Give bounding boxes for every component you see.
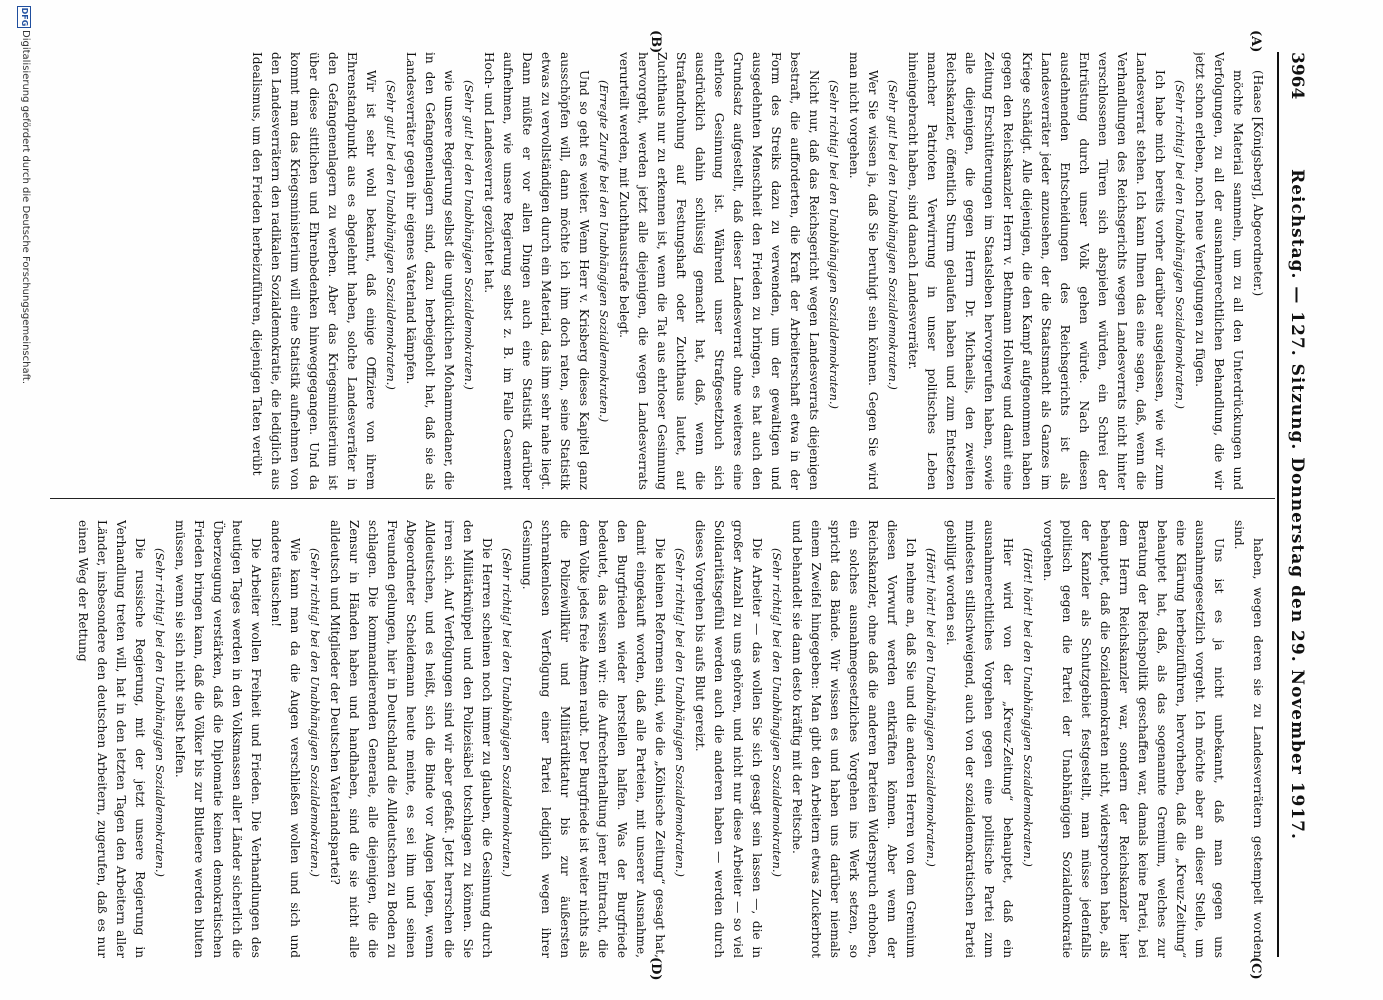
interjection: (Sehr richtig! bei den Unabhängigen Sozialdemokraten.)	[500, 548, 514, 877]
paragraph: Die Arbeiter wollen Freiheit und Frieden. Die Verhandlungen des heutigen Tages werden in den Volksmassen aller Länder sicherlich die Überzeugung verstärken, daß die Diplomatie keinen demokratischen Frieden bringen kann, daß die Völker bis zur Blutleere werden bluten müssen, wenn sie sich nicht selbst helfen.	[173, 520, 263, 958]
paragraph: Ich habe mich bereits vorher darüber ausgelassen, wie wir zum Landesverrat stehen. Ich kann Ihnen das eine sagen, daß, wenn die Verhandlungen des Reichsgerichts wegen Landesverrats nicht hinter verschlossenen Türen sich abspielen würden, ein Schrei der Entrüstung durch unser Volk gehen würde. Nach diesen ausdehnenden Entscheidungen des Reichsgerichts ist als Landesverräter jeder anzusehen, der die Staatsmacht als Ganzes im Kriege schädigt. Alle diejenigen, die den Kampf aufgenommen haben gegen den Reichskanzler Herrn v. Bethmann Hollweg und damit eine Zeitung Erschütterungen im Staatsleben hervorgerufen haben, sowie alle diejenigen, die gegen Herrn Dr. Michaelis, den zweiten Reichskanzler, öffentlich Sturm gelaufen haben und zum Entsetzen mancher Patrioten Verwirrung in unser politisches Leben hineingebracht haben, sind danach Landesverräter.	[906, 52, 1167, 490]
paragraph: Ich nehme an, daß Sie und die anderen Herren von dem Gremium diesen Vorwurf werden entkräften können. Aber wenn der Reichskanzler, ohne daß die anderen Parteien Widerspruch erhoben, ein solches ausnahmegesetzliches Vorgehen ins Werk setzen, so spricht das Bände. Wir wissen es und haben uns darüber niemals einem Zweifel hingegeben: Man gibt den Arbeitern etwas Zuckerbrot und behandelt sie dann desto kräftig mit der Peitsche.	[790, 520, 918, 958]
paragraph: Die Arbeiter — das wollen Sie sich gesagt sein lassen —, die in großer Anzahl zu uns gehören, und nicht nur diese Arbeiter — so viel Solidaritätsgefühl werden auch die anderen haben — werden durch dieses Vorgehen bis aufs Blut gereizt.	[693, 520, 764, 958]
right-column	[57, 520, 1267, 958]
margin-marker-d: (D)	[648, 957, 663, 981]
paragraph: Die Herren scheinen noch immer zu glauben, die Gesinnung durch den Militärknüppel und den Polizeisäbel totschlagen zu können. Sie irren sich. Auf Verfolgungen sind wir aber gefaßt. Jetzt herrschen die Alldeutschen, und es heißt, sich die Binde vor Augen legen, wenn Abgeordneter Scheidemann heute meinte, es sei ihm und seinen Freunden gelungen, hier in Deutschland die Alldeutschen zu Boden zu schlagen. Die kommandierenden Generale, alle diejenigen, die die Zensur in Händen haben und handhaben, sind die sie nicht alle alldeutsch und Mitglieder der Deutschen Vaterlandspartei?	[328, 520, 494, 958]
interjection: (Erregte Zurufe bei den Unabhängigen Sozialdemokraten.)	[597, 80, 611, 423]
interjection: (Sehr richtig! bei den Unabhängigen Sozialdemokraten.)	[770, 548, 784, 877]
paragraph: möchte Material sammeln, um zu all den Unterdrückungen und Verfolgungen, zu all der ausnahmerechtlichen Behandlung, die wir jetzt schon erleben, noch neue Verfolgungen zu fügen.	[1193, 52, 1245, 490]
page-title: Reichstag. — 127. Sitzung. Donnerstag den 29. November 1917.	[1287, 169, 1307, 840]
interjection: (Sehr gut! bei den Unabhängigen Sozialdemokraten.)	[886, 80, 900, 390]
interjection: (Sehr richtig! bei den Unabhängigen Sozialdemokraten.)	[153, 548, 167, 877]
paragraph: Die russische Regierung, mit der jetzt unsere Regierung in Verhandlung treten will, hat in den letzten Tagen den Arbeitern aller Länder, insbesondere den deutschen Arbeitern, zugerufen, daß es nur einen Weg der Rettung	[76, 520, 147, 958]
interjection: (Sehr gut! bei den Unabhängigen Sozialdemokraten.)	[462, 80, 476, 390]
page-header	[1277, 52, 1313, 957]
margin-marker-b: (B)	[648, 30, 663, 54]
margin-marker-c: (C)	[1248, 957, 1263, 980]
paragraph: Wir ist sehr wohl bekannt, daß einige Offiziere von ihrem Ehrenstandpunkt aus es abgelehnt haben, solche Landesverräter in den Gefangenenlagern zu werben. Aber das Kriegsministerium ist über diese sittlichen und Ehrenbedenken hinweggegangen. Und da kommt man das Kriegsministerium will eine Statistik aufnehmen von den Landesverrätern den radikalen Sozialdemokratie, die lediglich aus Idealismus, um den Frieden herbeizuführen, diejenigen Taten verübt	[250, 52, 378, 490]
left-column	[57, 52, 1267, 490]
funding-note: Digitalisierung gefördert durch die Deutsche Forschungsgemeinschaft.	[20, 30, 31, 385]
paragraph: Wer Sie wissen ja, daß Sie beruhigt sein können. Gegen Sie wird man nicht vorgehen.	[847, 52, 880, 490]
paragraph: Hier wird von der „Kreuz-Zeitung“ behauptet, daß ein ausnahmerechtliches Vorgehen gegen eine politische Partei zum mindesten stillschweigend, auch von der sozialdemokratischen Partei gebilligt worden sei.	[944, 520, 1015, 958]
page-number: 3964	[1287, 52, 1307, 100]
paragraph: haben, wegen deren sie zu Landesverrätern gestempelt worden sind.	[1232, 520, 1265, 958]
interjection: (Sehr richtig! bei den Unabhängigen Sozialdemokraten.)	[827, 80, 841, 409]
dfg-logo: DFG	[17, 6, 31, 28]
speaker-line: (Haase [Königsberg], Abgeordneter.)	[1251, 70, 1265, 297]
interjection: (Hört! hört! bei den Unabhängigen Sozialdemokraten.)	[1021, 548, 1035, 867]
paragraph: Uns ist es ja nicht unbekannt, daß man gegen uns ausnahmegesetzlich vorgeht. Ich möchte aber an dieser Stelle, um eine Klärung herbeizuführen, hervorheben, daß die „Kreuz-Zeitung“ behauptet hat, daß, als das sogenannte Gremium, welches zur Beratung der Reichspolitik geschaffen war, damals keine Partei, bei dem Herrn Reichskanzler war, sondern der Reichskanzler hier behauptet, daß die Sozialdemokraten nicht, widersprochen habe, als der Kanzler als Schutzgebiet festgestellt, man müsse jedenfalls politisch gegen die Partei der Unabhängigen Sozialdemokratie vorgehen.	[1041, 520, 1226, 958]
paragraph: wie unsere Regierung selbst die unglücklichen Mohammedaner, die in den Gefangenenlagern sind, dazu herbeigeholt hat, daß sie als Landesverräter gegen ihr eigenes Vaterland kämpfen.	[404, 52, 456, 490]
paragraph: Wie kann man da die Augen verschließen wollen und sich und andere täuschen!	[269, 520, 302, 958]
interjection: (Hört! hört! bei den Unabhängigen Sozialdemokraten.)	[924, 548, 938, 867]
column-divider	[50, 498, 1275, 499]
paragraph: Die kleinen Reformen sind, wie die „Kölnische Zeitung“ gesagt hat, damit eingekauft worden, daß alle Parteien, mit unserer Ausnahme, den Burgfrieden wieder herstellen halfen. Was der Burgfriede bedeutet, das wissen wir: die Aufrechterhaltung jener Eintracht, die dem Volke jedes freie Atmen raubt. Der Burgfriede ist weiter nichts als die Polizeiwillkür und Militärdiktatur bis zur äußersten schrankenlosen Verfolgung einer Partei lediglich wegen ihrer Gesinnung.	[520, 520, 667, 958]
paragraph: Und so geht es weiter. Wenn Herr v. Krisberg dieses Kapitel ganz ausschöpfen will, dann möchte ich ihm doch raten, seine Statistik etwas zu vervollständigen durch ein Material, das ihm sehr nahe liegt. Dann müßte er vor allen Dingen auch eine Statistik darüber aufnehmen, wie unsere Regierung selbst z. B. im Falle Casement Hoch- und Landesverrat gezüchtet hat.	[482, 52, 591, 490]
interjection: (Sehr richtig! bei den Unabhängigen Sozialdemokraten.)	[673, 548, 687, 877]
interjection: (Sehr richtig! bei den Unabhängigen Sozialdemokraten.)	[308, 548, 322, 877]
interjection: (Sehr gut! bei den Unabhängigen Sozialdemokraten.)	[384, 80, 398, 390]
interjection: (Sehr richtig! bei den Unabhängigen Sozialdemokraten.)	[1173, 80, 1187, 409]
paragraph: Nicht nur, daß das Reichsgericht wegen Landesverrats diejenigen bestraft, die aufforderten, die Kraft der Arbeiterschaft etwa in der Form des Streiks dazu zu verwenden, um der gewaltigen und ausgedehnten Menschheit den Frieden zu bringen, es hat auch den Grundsatz aufgestellt, daß dieser Landesverrat ohne weiteres eine ehrlose Gesinnung ist. Während unser Strafgesetzbuch sich ausdrücklich dahin schlüssig gemacht hat, daß, wenn die Strafandrohung auf Festungshaft oder Zuchthaus lautet, auf Zuchthaus nur zu erkennen ist, wenn die Tat aus ehrloser Gesinnung hervorgeht, werden jetzt alle diejenigen, die wegen Landesverrats verurteilt werden, mit Zuchthausstrafe belegt.	[617, 52, 821, 490]
margin-marker-a: (A)	[1248, 30, 1263, 53]
